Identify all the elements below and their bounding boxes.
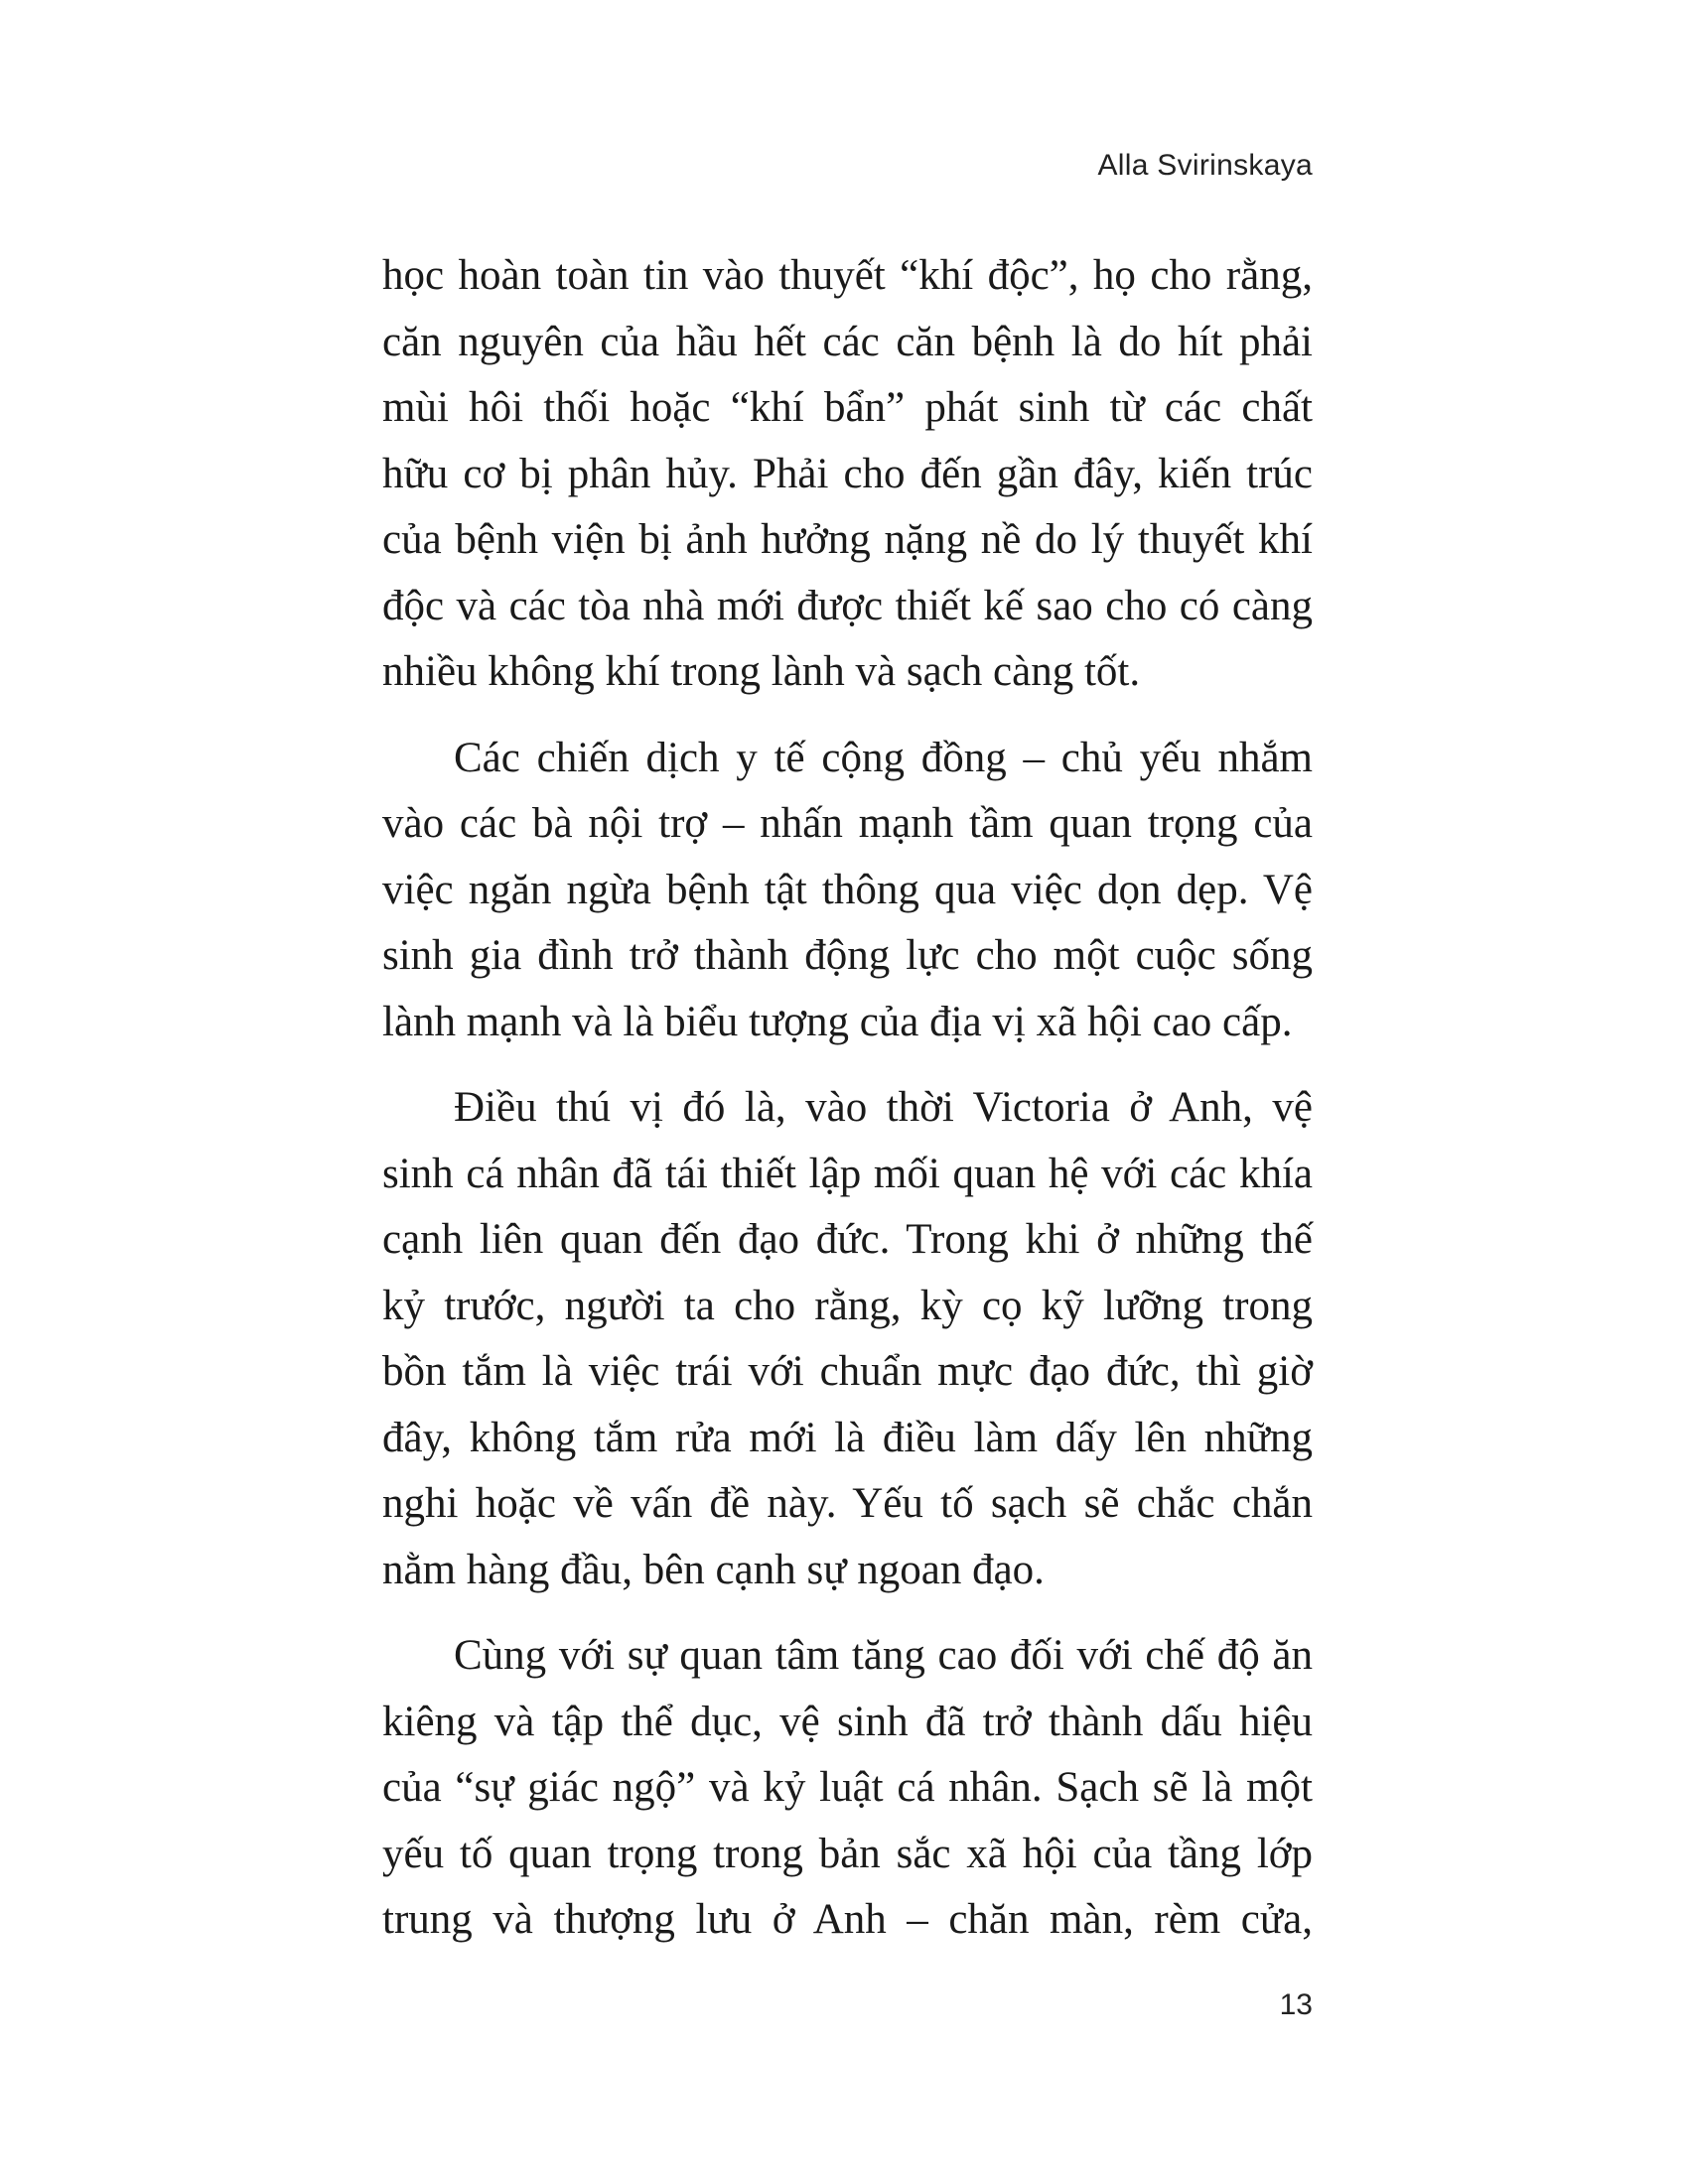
text-line: yếu tố quan trọng trong bản sắc xã hội của tầng lớp <box>382 1830 1313 1877</box>
paragraph <box>382 1075 1313 1603</box>
text-line: bồn tắm là việc trái với chuẩn mực đạo đức, thì giờ <box>382 1348 1313 1395</box>
text-line: kiêng và tập thể dục, vệ sinh đã trở thành dấu hiệu <box>382 1698 1313 1745</box>
text-line: trung và thượng lưu ở Anh – chăn màn, rèm cửa, <box>382 1896 1313 1943</box>
running-header-author: Alla Svirinskaya <box>1097 149 1313 182</box>
text-line: vào các bà nội trợ – nhấn mạnh tầm quan trọng của <box>382 800 1313 847</box>
text-line: nghi hoặc về vấn đề này. Yếu tố sạch sẽ chắc chắn <box>382 1480 1313 1527</box>
text-line: mùi hôi thối hoặc “khí bẩn” phát sinh từ các chất <box>382 384 1313 431</box>
text-line: căn nguyên của hầu hết các căn bệnh là do hít phải <box>382 318 1313 365</box>
text-line: hữu cơ bị phân hủy. Phải cho đến gần đây, kiến trúc <box>382 450 1313 497</box>
text-line: Điều thú vị đó là, vào thời Victoria ở Anh, vệ <box>454 1084 1313 1131</box>
paragraph <box>382 726 1313 1056</box>
text-line: việc ngăn ngừa bệnh tật thông qua việc dọn dẹp. Vệ <box>382 866 1313 913</box>
page-number: 13 <box>1279 1988 1313 2021</box>
text-line: Cùng với sự quan tâm tăng cao đối với chế độ ăn <box>454 1632 1313 1679</box>
text-line: nhiều không khí trong lành và sạch càng tốt. <box>382 648 1141 695</box>
text-line: độc và các tòa nhà mới được thiết kế sao cho có càng <box>382 582 1313 629</box>
paragraph <box>382 243 1313 706</box>
paragraph <box>382 1623 1313 1954</box>
text-line: sinh cá nhân đã tái thiết lập mối quan hệ với các khía <box>382 1150 1313 1197</box>
text-line: nằm hàng đầu, bên cạnh sự ngoan đạo. <box>382 1546 1045 1593</box>
text-line: học hoàn toàn tin vào thuyết “khí độc”, họ cho rằng, <box>382 252 1313 299</box>
body-text <box>382 243 1313 1974</box>
text-line: lành mạnh và là biểu tượng của địa vị xã hội cao cấp. <box>382 998 1293 1045</box>
text-line: của “sự giác ngộ” và kỷ luật cá nhân. Sạch sẽ là một <box>382 1764 1313 1811</box>
text-line: kỷ trước, người ta cho rằng, kỳ cọ kỹ lưỡng trong <box>382 1282 1313 1329</box>
text-line: cạnh liên quan đến đạo đức. Trong khi ở những thế <box>382 1216 1313 1263</box>
text-line: sinh gia đình trở thành động lực cho một cuộc sống <box>382 932 1313 979</box>
text-line: của bệnh viện bị ảnh hưởng nặng nề do lý thuyết khí <box>382 516 1313 563</box>
text-line: Các chiến dịch y tế cộng đồng – chủ yếu nhắm <box>454 734 1313 781</box>
text-line: đây, không tắm rửa mới là điều làm dấy lên những <box>382 1414 1313 1461</box>
